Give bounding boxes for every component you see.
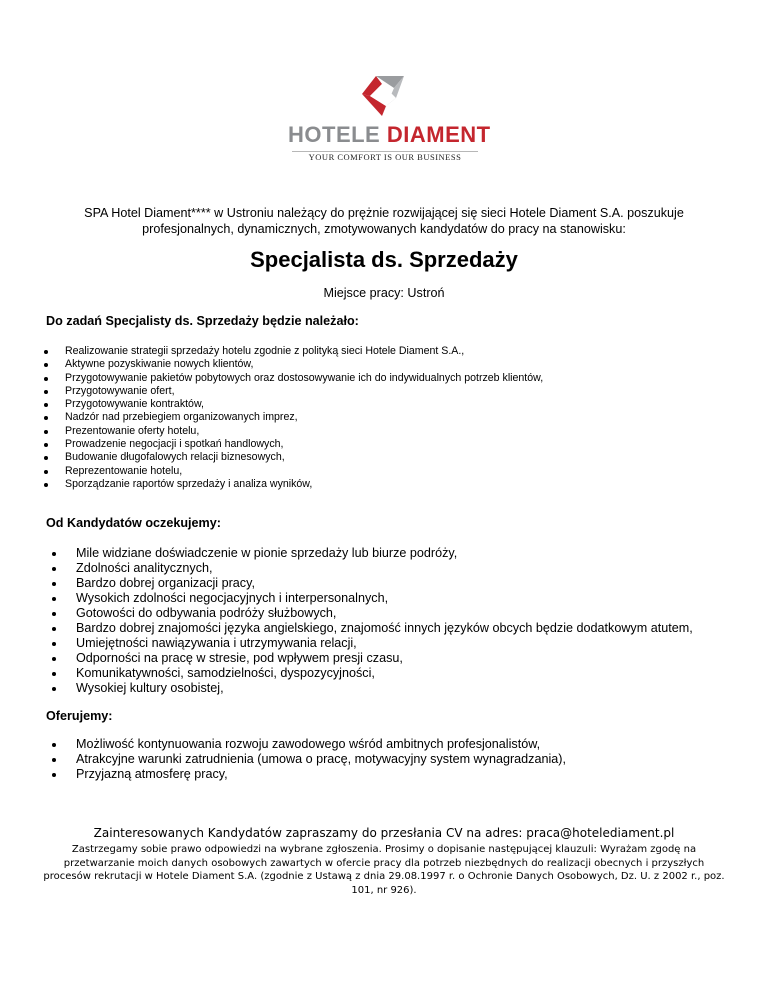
bullet-icon [52, 743, 56, 747]
bullet-icon [44, 430, 48, 434]
job-title: Specjalista ds. Sprzedaży [250, 247, 518, 272]
list-item [0, 636, 740, 651]
bullet-icon [44, 416, 48, 420]
offer-heading: Oferujemy: [46, 709, 113, 723]
bullet-icon [52, 758, 56, 762]
list-item [0, 681, 740, 696]
list-item-text: Gotowości do odbywania podróży służbowych, [76, 606, 337, 620]
duties-list [0, 345, 740, 491]
bullet-icon [52, 627, 56, 631]
list-item-text: Prezentowanie oferty hotelu, [65, 424, 200, 437]
list-item-text: Prowadzenie negocjacji i spotkań handlowych, [65, 438, 284, 451]
list-item [0, 651, 740, 666]
list-item [0, 606, 740, 621]
bullet-icon [44, 363, 48, 367]
list-item [0, 737, 740, 752]
list-item [0, 478, 740, 491]
bullet-icon [52, 582, 56, 586]
offer-list [0, 737, 740, 782]
bullet-icon [52, 773, 56, 777]
bullet-icon [52, 567, 56, 571]
list-item [0, 451, 740, 464]
list-item [0, 425, 740, 438]
logo-name-part2: DIAMENT [386, 122, 491, 147]
duties-heading: Do zadań Specjalisty ds. Sprzedaży będzie należało: [46, 314, 359, 328]
list-item [0, 411, 740, 424]
bullet-icon [44, 403, 48, 407]
hotele-diament-logo [280, 72, 490, 164]
list-item [0, 546, 740, 561]
list-item-text: Aktywne pozyskiwanie nowych klientów, [65, 358, 254, 371]
bullet-icon [52, 672, 56, 676]
bullet-icon [44, 456, 48, 460]
list-item [0, 666, 740, 681]
logo-tagline: YOUR COMFORT IS OUR BUSINESS [308, 152, 462, 162]
logo-name-part1: HOTELE [288, 122, 381, 147]
bullet-icon [44, 443, 48, 447]
list-item-text: Reprezentowanie hotelu, [65, 464, 183, 477]
bullet-icon [44, 470, 48, 474]
list-item-text: Komunikatywności, samodzielności, dyspozycyjności, [76, 666, 375, 680]
list-item-text: Przygotowywanie kontraktów, [65, 398, 204, 411]
logo-wordmark [288, 122, 491, 148]
bullet-icon [44, 390, 48, 394]
list-item-text: Zdolności analitycznych, [76, 561, 213, 575]
list-item-text: Bardzo dobrej znajomości języka angielskiego, znajomość innych języków obcych będzie dodatkowym atutem, [76, 621, 693, 635]
list-item [0, 561, 740, 576]
list-item [0, 358, 740, 371]
requirements-list [0, 546, 740, 696]
list-item [0, 438, 740, 451]
list-item-text: Wysokiej kultury osobistej, [76, 681, 224, 695]
list-item [0, 767, 740, 782]
intro-text: SPA Hotel Diament**** w Ustroniu należący do prężnie rozwijającej się sieci Hotele Diament S.A. poszukuje profesjonalnych, dynamicznych, zmotywowanych kandydatów do pracy na stanowisku: [84, 206, 684, 236]
list-item [0, 752, 740, 767]
list-item-text: Bardzo dobrej organizacji pracy, [76, 576, 255, 590]
list-item-text: Mile widziane doświadczenie w pionie sprzedaży lub biurze podróży, [76, 546, 458, 560]
contact-info: Zainteresowanych Kandydatów zapraszamy do przesłania CV na adres: praca@hotelediament.pl [93, 826, 675, 840]
requirements-heading: Od Kandydatów oczekujemy: [46, 516, 221, 530]
list-item-text: Wysokich zdolności negocjacyjnych i interpersonalnych, [76, 591, 389, 605]
list-item [0, 621, 740, 636]
job-location: Miejsce pracy: Ustroń [323, 286, 445, 300]
diamond-logo-icon [356, 72, 412, 118]
list-item-text: Przyjazną atmosferę pracy, [76, 767, 228, 781]
list-item-text: Sporządzanie raportów sprzedaży i analiza wyników, [65, 477, 313, 490]
list-item [0, 398, 740, 411]
bullet-icon [52, 597, 56, 601]
list-item-text: Przygotowywanie ofert, [65, 384, 175, 397]
bullet-icon [44, 350, 48, 354]
list-item-text: Budowanie długofalowych relacji biznesowych, [65, 451, 285, 464]
list-item [0, 372, 740, 385]
list-item-text: Nadzór nad przebiegiem organizowanych imprez, [65, 411, 298, 424]
bullet-icon [52, 642, 56, 646]
bullet-icon [52, 612, 56, 616]
list-item [0, 385, 740, 398]
gdpr-disclaimer: Zastrzegamy sobie prawo odpowiedzi na wybrane zgłoszenia. Prosimy o dopisanie następującej klauzuli: Wyrażam zgodę na przetwarzanie moich danych osobowych zawartych w ofercie pracy dla potrzeb niezbędnych do realizacji obecnych i przyszłych procesów rekrutacji w Hotele Diament S.A. (zgodnie z Ustawą z dnia 29.08.1997 r. o Ochronie Danych Osobowych, Dz. U. z 2002 r., poz. 101, nr 926). [43, 844, 725, 896]
list-item-text: Przygotowywanie pakietów pobytowych oraz dostosowywanie ich do indywidualnych potrzeb klientów, [65, 371, 544, 384]
list-item-text: Możliwość kontynuowania rozwoju zawodowego wśród ambitnych profesjonalistów, [76, 737, 541, 751]
bullet-icon [52, 687, 56, 691]
list-item [0, 576, 740, 591]
list-item-text: Realizowanie strategii sprzedaży hotelu zgodnie z polityką sieci Hotele Diament S.A., [65, 345, 465, 357]
bullet-icon [52, 552, 56, 556]
list-item-text: Atrakcyjne warunki zatrudnienia (umowa o pracę, motywacyjny system wynagradzania), [76, 752, 566, 766]
bullet-icon [44, 483, 48, 487]
list-item-text: Umiejętności nawiązywania i utrzymywania relacji, [76, 636, 357, 650]
list-item [0, 345, 740, 358]
bullet-icon [52, 657, 56, 661]
bullet-icon [44, 377, 48, 381]
list-item [0, 591, 740, 606]
list-item [0, 465, 740, 478]
list-item-text: Odporności na pracę w stresie, pod wpływem presji czasu, [76, 651, 403, 665]
